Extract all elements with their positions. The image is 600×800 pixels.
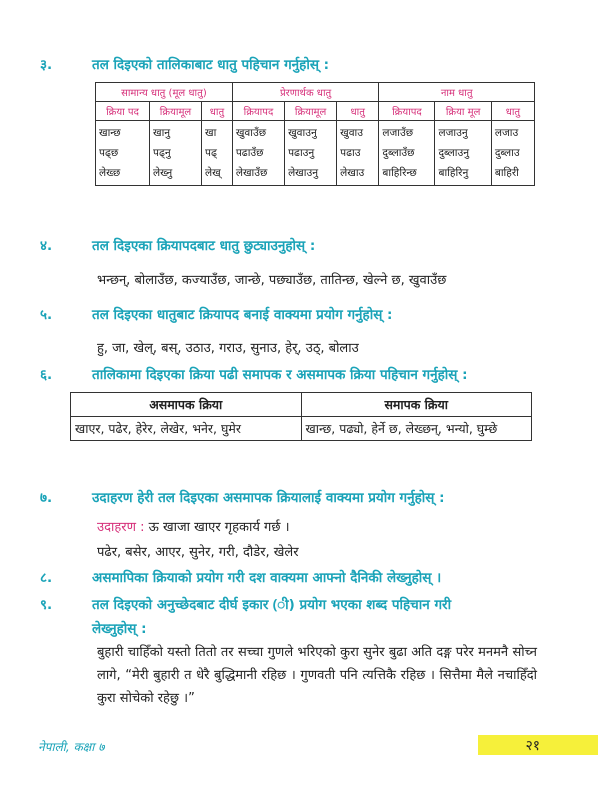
question-number: ३. [40, 57, 53, 73]
question-number: ९. [40, 597, 53, 613]
table-group-header: सामान्य धातु (मूल धातु) [96, 83, 233, 102]
table-cell [435, 121, 491, 186]
question-5 [40, 305, 392, 323]
cell-word: बाहिरी [494, 167, 519, 179]
cell-word: पढ्छ [99, 147, 119, 159]
table-group-header: नाम धातु [379, 83, 535, 102]
cell-word: लजाउ [494, 127, 519, 139]
cell-word: खा [205, 127, 217, 139]
answer-line: भन्छन्, बोलाउँछ, कज्याउँछ, जान्छे, पछ्याउँछ, तातिन्छ, खेल्ने छ, खुवाउँछ [97, 273, 447, 288]
paragraph: बुहारी चाहिँको यस्तो तितो तर सच्चा गुणले भरिएको कुरा सुनेर बुढा अति दङ्ग परेर मनमनै सोच्न लागे, “मेरी बुहारी त धेरै बुद्धिमानी रहिछ । गुणवती पनि त्यत्तिकै रहिछ । सित्तैमा मैले नचाहिँदो कुरा सोचेको रहेछु ।” [97, 645, 537, 706]
cell-word: लेख् [205, 167, 221, 179]
table-cell: खान्छ, पढ्यो, हेर्ने छ, लेख्छन्, भन्यो, घुम्छे [301, 417, 532, 441]
table-cell [285, 121, 337, 186]
table-sub-header: क्रियामूल [149, 102, 201, 121]
question-4 [40, 236, 315, 254]
cell-word: लेख्छ [99, 167, 121, 179]
cell-word: लजाउनु [438, 127, 468, 139]
cell-word: खानु [152, 127, 171, 139]
table-sub-header: क्रिया मूल [435, 102, 491, 121]
table-cell [96, 121, 150, 186]
cell-word: पढ् [205, 147, 217, 159]
verb-type-table [70, 392, 532, 441]
cell-word: लेखाउँछ [235, 167, 268, 179]
table-sub-header: क्रियापद [232, 102, 284, 121]
cell-word: पढाउँछ [235, 147, 264, 159]
cell-word: पढाउनु [288, 147, 315, 159]
cell-word: दुब्लाउ [494, 147, 520, 159]
footer-subject: नेपाली, कक्षा ७ [38, 740, 105, 754]
question-text: असमापिका क्रियाको प्रयोग गरी दश वाक्यमा आफ्नो दैनिकी लेख्नुहोस् । [92, 570, 442, 586]
table-cell [491, 121, 534, 186]
table-group-header: प्रेरणार्थक धातु [232, 83, 379, 102]
root-verb-table [95, 82, 535, 186]
cell-word: लेखाउनु [288, 167, 319, 179]
table-cell [379, 121, 435, 186]
cell-word: खुवाउँछ [235, 127, 267, 139]
cell-word: बाहिरिनु [438, 167, 469, 179]
table-sub-header: क्रिया पद [96, 102, 150, 121]
example-line [97, 517, 290, 535]
cell-word: लेखाउ [340, 167, 365, 179]
question-text: तल दिइएका धातुबाट क्रियापद बनाई वाक्यमा प्रयोग गर्नुहोस् : [92, 307, 393, 323]
table-cell [232, 121, 284, 186]
page-number-bar [478, 735, 598, 755]
page-number: २१ [525, 738, 540, 754]
cell-word: खुवाउ [340, 127, 364, 139]
cell-word: पढाउ [340, 147, 361, 159]
question-7 [40, 488, 445, 506]
cell-word: दुब्लाउँछ [382, 147, 415, 159]
question-number: ५. [40, 307, 53, 323]
cell-word: लजाउँछ [382, 127, 414, 139]
cell-word: दुब्लाउनु [438, 147, 470, 159]
cell-word: पढ्नु [152, 147, 171, 159]
answer-line: पढेर, बसेर, आएर, सुनेर, गरी, दौडेर, खेलेर [97, 545, 299, 560]
table-sub-header: धातु [202, 102, 233, 121]
table-header: समापक क्रिया [301, 393, 532, 417]
question-8 [40, 568, 441, 586]
question-text: तल दिइएको अनुच्छेदबाट दीर्घ इकार (ी) प्रयोग भएका शब्द पहिचान गरी [92, 597, 452, 613]
table-cell [149, 121, 201, 186]
question-text: उदाहरण हेरी तल दिइएका असमापक क्रियालाई वाक्यमा प्रयोग गर्नुहोस् : [92, 490, 445, 506]
table-cell: खाएर, पढेर, हेरेर, लेखेर, भनेर, घुमेर [71, 417, 302, 441]
table-header: असमापक क्रिया [71, 393, 302, 417]
question-text: तालिकामा दिइएका क्रिया पढी समापक र असमापक क्रिया पहिचान गर्नुहोस् : [92, 367, 468, 383]
table-cell [337, 121, 379, 186]
cell-word: बाहिरिन्छ [382, 167, 417, 179]
table-sub-header: धातु [491, 102, 534, 121]
example-text: ऊ खाजा खाएर गृहकार्य गर्छ । [144, 520, 290, 535]
table-sub-header: क्रियापद [379, 102, 435, 121]
question-text: तल दिइएका क्रियापदबाट धातु छुट्याउनुहोस् : [92, 238, 316, 254]
example-label: उदाहरण : [97, 520, 145, 535]
cell-word: खान्छ [99, 127, 121, 139]
cell-word: लेख्नु [152, 167, 173, 179]
answer-line: हु, जा, खेल्, बस्, उठाउ, गराउ, सुनाउ, हेर्, उठ्, बोलाउ [97, 341, 359, 356]
table-sub-header: क्रियामूल [285, 102, 337, 121]
question-number: ४. [40, 238, 53, 254]
table-cell [202, 121, 233, 186]
table-sub-header: धातु [337, 102, 379, 121]
question-9-continued: लेख्नुहोस् : [92, 621, 147, 637]
question-6 [40, 365, 468, 383]
question-number: ७. [40, 490, 53, 506]
question-number: ८. [40, 570, 53, 586]
cell-word: खुवाउनु [288, 127, 317, 139]
question-number: ६. [40, 367, 53, 383]
question-3 [40, 55, 329, 73]
question-text: तल दिइएको तालिकाबाट धातु पहिचान गर्नुहोस् : [92, 57, 330, 73]
question-9 [40, 595, 451, 613]
